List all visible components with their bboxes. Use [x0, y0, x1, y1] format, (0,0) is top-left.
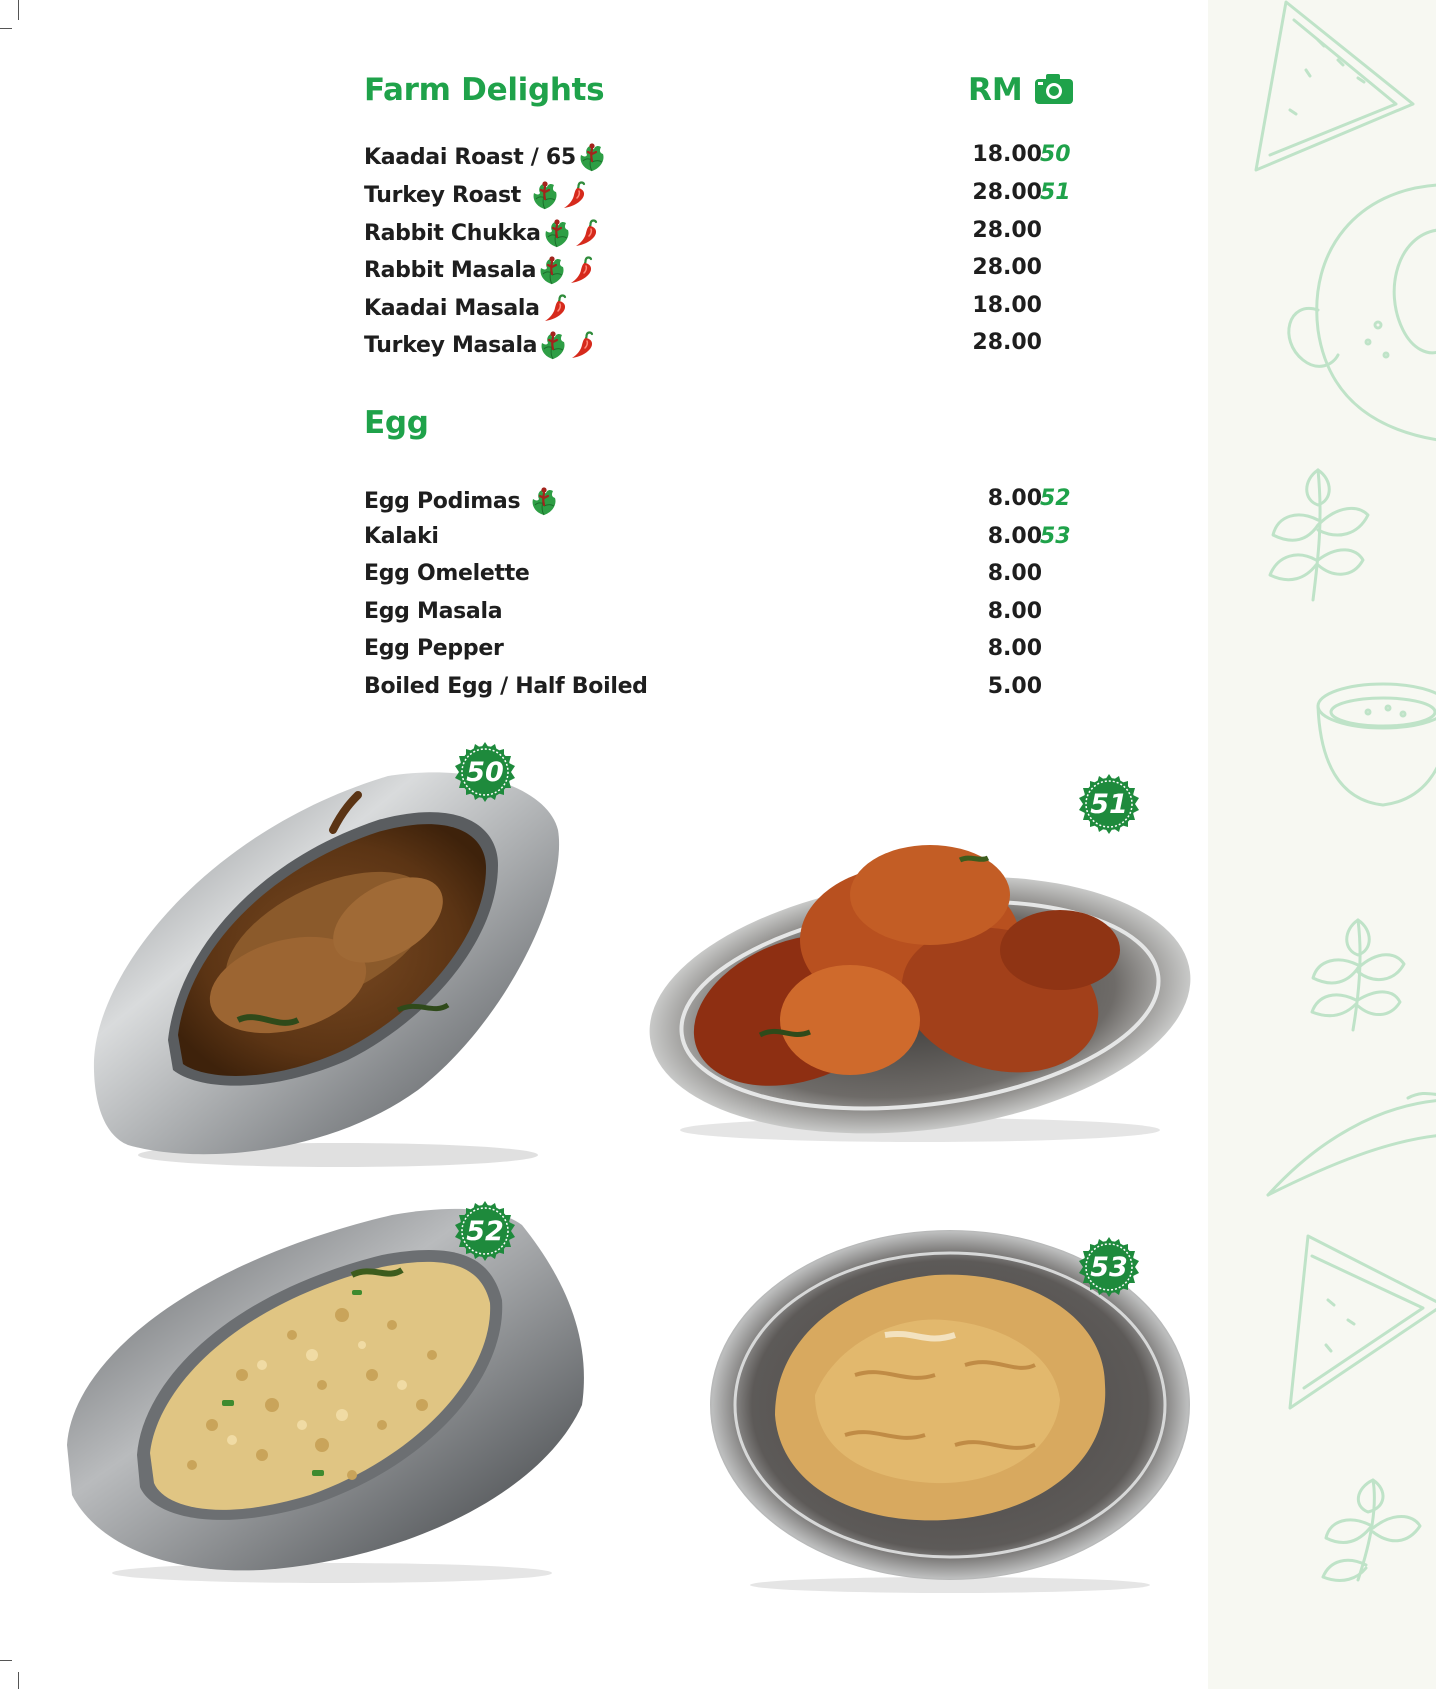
menu-item	[364, 599, 1084, 633]
menu-item	[364, 293, 1084, 327]
item-price: 28.00	[972, 180, 1042, 205]
badge-number: 51	[1090, 788, 1128, 820]
section-title-farm-delights: Farm Delights	[364, 72, 605, 108]
item-name: Turkey Roast	[364, 182, 521, 208]
herb-icon	[531, 180, 559, 210]
chili-icon	[568, 255, 596, 285]
decorative-side-panel	[1208, 0, 1436, 1689]
chili-icon	[542, 293, 570, 323]
chili-icon	[561, 180, 589, 210]
menu-item	[364, 674, 1084, 708]
section-title-egg: Egg	[364, 405, 429, 441]
menu-item	[364, 561, 1084, 595]
photo-badge	[1079, 1237, 1139, 1297]
menu-item	[364, 255, 1084, 289]
item-name: Rabbit Masala	[364, 257, 537, 283]
menu-item	[364, 636, 1084, 670]
photo-ref: 52	[1040, 486, 1071, 511]
item-price: 8.00	[987, 486, 1042, 511]
quail-roast-photo	[88, 770, 578, 1170]
item-name: Kaadai Masala	[364, 295, 540, 321]
chutney-cup-sketch-icon	[1318, 684, 1436, 805]
badge-number: 50	[466, 756, 504, 788]
item-name: Boiled Egg / Half Boiled	[364, 674, 648, 699]
item-price: 18.00	[972, 142, 1042, 167]
menu-item	[364, 218, 1084, 252]
item-name: Egg Podimas	[364, 488, 521, 514]
turkey-roast-photo	[640, 800, 1200, 1145]
item-price: 18.00	[972, 293, 1042, 318]
badge-number: 53	[1090, 1251, 1128, 1283]
item-price: 8.00	[987, 561, 1042, 586]
herb-icon	[539, 330, 567, 360]
badge-number: 52	[466, 1215, 504, 1247]
item-name: Egg Pepper	[364, 636, 504, 661]
item-price: 5.00	[987, 674, 1042, 699]
item-price: 28.00	[972, 255, 1042, 280]
crop-mark	[18, 1672, 19, 1689]
price-column-header: RM	[968, 72, 1023, 108]
menu-item	[364, 142, 1084, 176]
leaf-sketch-icon	[1312, 920, 1404, 1030]
menu-item	[364, 180, 1084, 214]
crop-mark	[0, 28, 12, 29]
camera-icon	[1034, 73, 1074, 105]
leaf-sketch-icon	[1270, 470, 1368, 600]
photo-badge	[455, 742, 515, 802]
photo-ref: 53	[1040, 524, 1071, 549]
menu-item	[364, 486, 1084, 520]
chili-icon	[569, 330, 597, 360]
item-price: 8.00	[987, 599, 1042, 624]
item-name: Rabbit Chukka	[364, 220, 541, 246]
photo-ref: 50	[1040, 142, 1071, 167]
bowl-sketch-icon	[1289, 185, 1436, 440]
item-price: 28.00	[972, 218, 1042, 243]
menu-item	[364, 524, 1084, 558]
samosa-sketch-icon	[1290, 1236, 1436, 1408]
egg-podimas-photo	[62, 1205, 592, 1585]
item-price: 8.00	[987, 524, 1042, 549]
item-name: Kaadai Roast / 65	[364, 144, 576, 170]
photo-badge	[1079, 774, 1139, 834]
item-name: Egg Masala	[364, 599, 503, 624]
crop-mark	[18, 0, 19, 20]
herb-icon	[530, 486, 558, 516]
menu-item	[364, 330, 1084, 364]
photo-badge	[455, 1201, 515, 1261]
chili-icon	[573, 218, 601, 248]
item-name: Egg Omelette	[364, 561, 530, 586]
item-price: 28.00	[972, 330, 1042, 355]
item-name: Kalaki	[364, 524, 439, 549]
herb-icon	[538, 255, 566, 285]
item-price: 8.00	[987, 636, 1042, 661]
leaf-sketch-icon	[1323, 1480, 1420, 1580]
herb-icon	[578, 142, 606, 172]
herb-icon	[543, 218, 571, 248]
samosa-sketch-icon	[1256, 2, 1413, 170]
item-name: Turkey Masala	[364, 332, 538, 358]
chili-sketch-icon	[1268, 1093, 1436, 1195]
photo-ref: 51	[1040, 180, 1071, 205]
crop-mark	[0, 1660, 12, 1661]
